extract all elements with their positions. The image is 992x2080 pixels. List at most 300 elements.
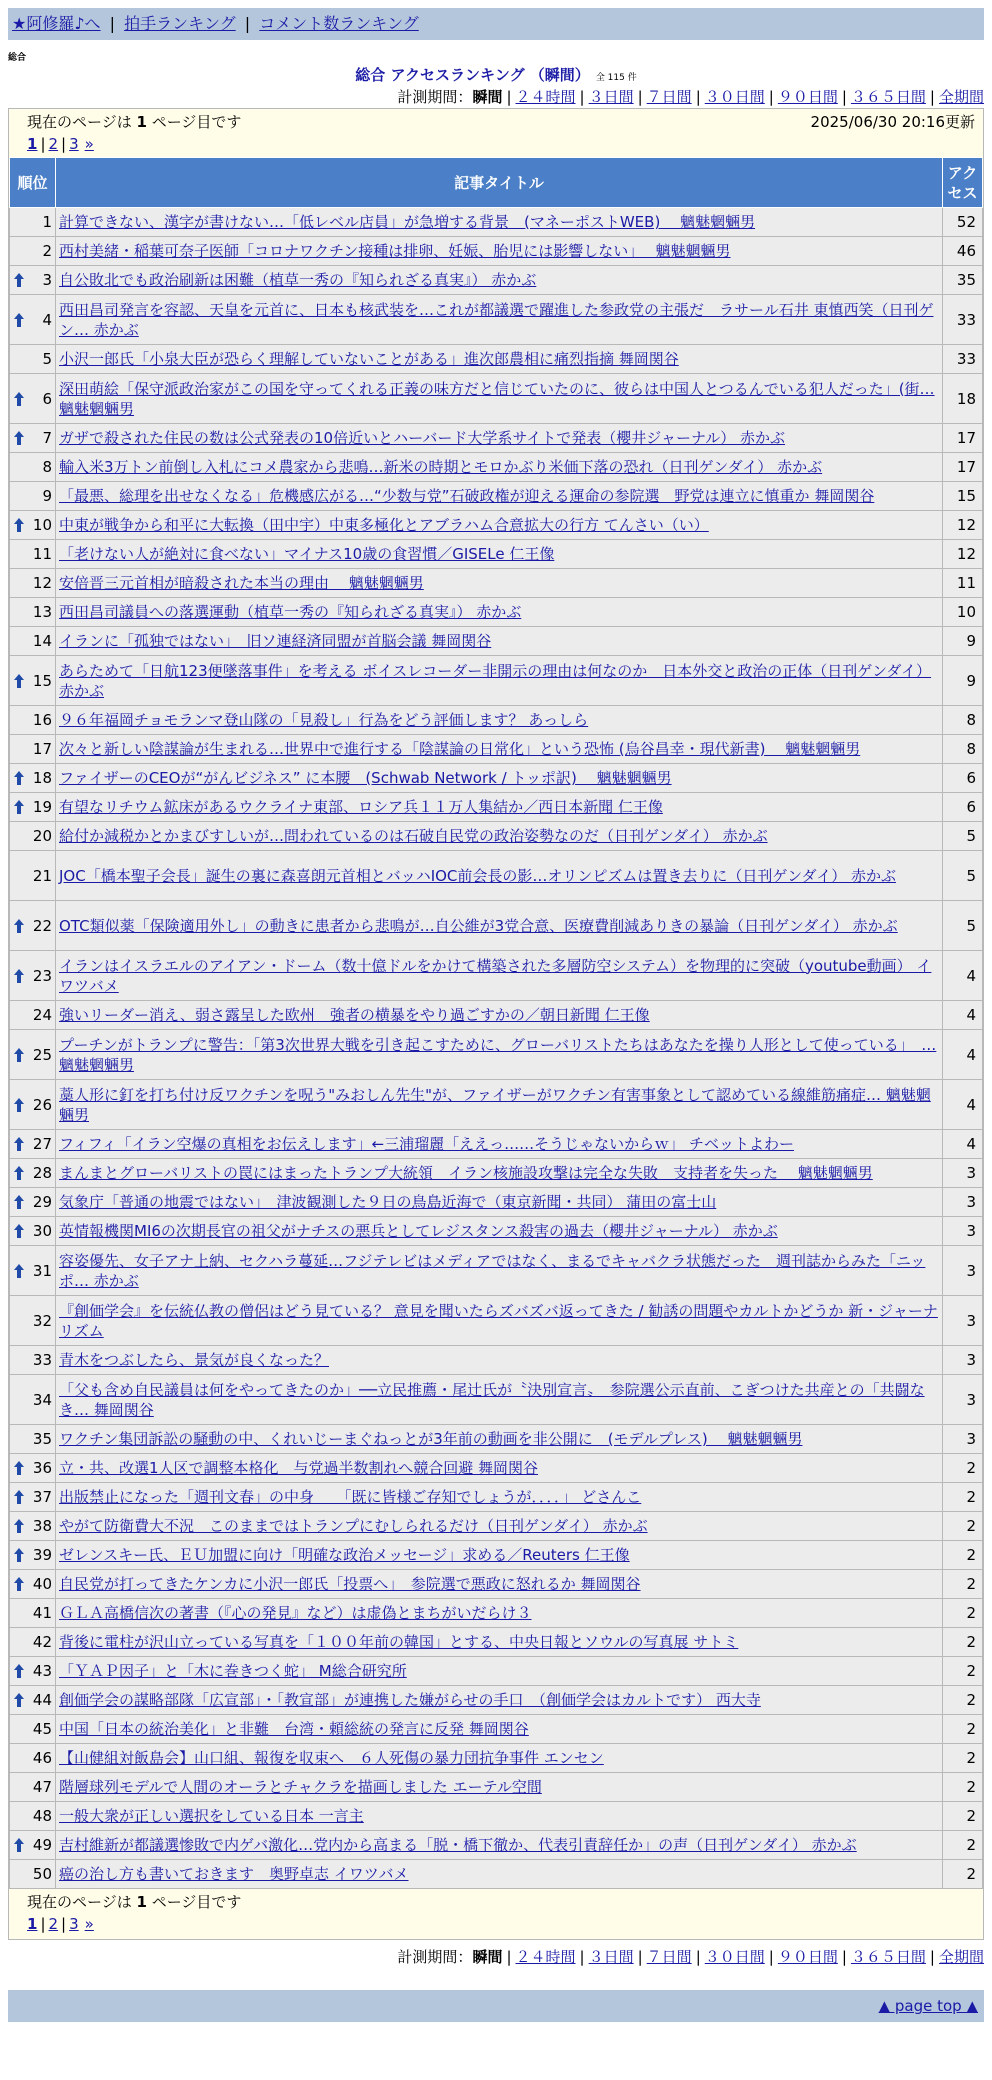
rank-cell [10,1425,56,1454]
title-cell [56,1454,943,1483]
nav-separator: | [244,14,251,33]
title-cell [56,706,943,735]
title-cell [56,1246,943,1296]
access-count: 6 [943,764,983,793]
article-title-link[interactable]: 西村美緒・稲葉可奈子医師「コロナワクチン接種は排卵、妊娠、胎児には影響しない」 魑魅魍魎男 [59,242,731,260]
table-row [10,1425,983,1454]
ranking-table [9,157,983,1889]
article-title-link[interactable]: 階層球列モデルで人間のオーラとチャクラを描画しました エーテル空間 [59,1778,542,1796]
rank-number: 11 [32,545,52,563]
table-row [10,1217,983,1246]
access-count: 3 [943,1346,983,1375]
rank-cell [10,511,56,540]
rank-cell [10,1346,56,1375]
rank-number: 34 [32,1390,52,1409]
rank-cell [10,1483,56,1512]
title-cell [56,1030,943,1080]
table-row [10,208,983,237]
rank-number: 16 [32,711,52,729]
rank-cell [10,1831,56,1860]
period-separator: | [637,88,643,106]
pager-next-link[interactable]: » [84,1915,94,1933]
rank-number: 44 [32,1691,52,1709]
table-row [10,569,983,598]
table-row [10,1570,983,1599]
article-title-link[interactable]: 自公敗北でも政治刷新は困難（植草一秀の『知られざる真実』） 赤かぶ [59,271,537,289]
article-title-link[interactable]: 計算できない、漢字が書けない…「低レベル店員」が急増する背景 (マネーポストWEB) 魑魅魍魎男 [59,213,756,231]
title-cell [56,266,943,295]
period-separator: | [768,1948,774,1966]
access-count: 3 [943,1159,983,1188]
title-cell [56,1802,943,1831]
table-row [10,901,983,951]
period-link[interactable]: 全期間 [938,88,984,106]
rank-cell [10,295,56,345]
rank-up-arrow-icon [14,431,24,445]
comment-ranking-link[interactable]: コメント数ランキング [259,14,419,33]
rank-up-arrow-icon [14,392,24,406]
rank-number: 40 [32,1575,52,1593]
table-row [10,735,983,764]
total-count: 全 115 件 [595,73,637,83]
period-link[interactable]: ７日間 [646,1948,692,1966]
rank-number: 6 [42,389,52,408]
table-row [10,1744,983,1773]
rank-cell [10,1570,56,1599]
rank-number: 20 [32,827,52,845]
period-link[interactable]: ３０日間 [704,1948,765,1966]
title-cell [56,1217,943,1246]
rank-cell [10,1130,56,1159]
pager-separator: | [40,135,46,153]
article-title-link[interactable]: 容姿優先、女子アナ上納、セクハラ蔓延…フジテレビはメディアではなく、まるでキャバクラ状態だった 週刊誌からみた「ニッポ… 赤かぶ [59,1251,926,1290]
period-separator: | [506,88,512,106]
period-separator: | [579,1948,585,1966]
article-title-link[interactable]: OTC類似薬「保険適用外し」の動きに患者から悲鳴が…自公維が3党合意、医療費削減ありきの暴論（日刊ゲンダイ） 赤かぶ [59,916,898,935]
pager-page-link[interactable]: 3 [69,135,79,153]
access-count: 3 [943,1217,983,1246]
rank-cell [10,1512,56,1541]
title-cell [56,627,943,656]
rank-number: 18 [32,769,52,787]
table-row [10,764,983,793]
period-link[interactable]: 全期間 [938,1948,984,1966]
article-title-link[interactable]: 安倍晋三元首相が暗殺された本当の理由 魑魅魍魎男 [59,574,424,592]
title-cell [56,1860,943,1889]
rank-cell [10,598,56,627]
rank-number: 15 [32,671,52,690]
article-title-link[interactable]: 「最悪、総理を出せなくなる」危機感広がる…“少数与党”石破政権が迎える運命の参院選 野党は連立に慎重か 舞岡関谷 [59,487,875,505]
rank-number: 31 [32,1261,52,1280]
period-separator: | [695,1948,701,1966]
article-title-link[interactable]: 背後に電柱が沢山立っている写真を「１００年前の韓国」とする、中央日報とソウルの写真展 サトミ [59,1633,739,1651]
article-title-link[interactable]: 有望なリチウム鉱床があるウクライナ東部、ロシア兵１１万人集結か／西日本新聞 仁王像 [59,798,663,816]
pager-next-link[interactable]: » [84,135,94,153]
rank-number: 7 [42,429,52,447]
title-cell [56,569,943,598]
rank-cell [10,208,56,237]
article-title-link[interactable]: ワクチン集団訴訟の騒動の中、くれいじーまぐねっとが3年前の動画を非公開に (モデルプレス) 魑魅魍魎男 [59,1430,803,1448]
article-title-link[interactable]: ＧＬＡ高橋信次の著書（『心の発見』など）は虚偽とまちがいだらけ３ [59,1604,532,1622]
rank-number: 35 [32,1430,52,1448]
pager-page-link[interactable]: 2 [48,1915,59,1933]
title-cell [56,1599,943,1628]
title-cell [56,1831,943,1860]
rank-number: 38 [32,1517,52,1535]
title-cell [56,1541,943,1570]
period-link[interactable]: ３６５日間 [850,88,926,106]
title-cell [56,1296,943,1346]
table-row [10,1375,983,1425]
title-cell [56,1512,943,1541]
access-count: 2 [943,1860,983,1889]
period-separator: | [841,1948,847,1966]
title-cell [56,208,943,237]
table-row [10,374,983,424]
period-separator: | [695,88,701,106]
period-label: 計測期間： [397,88,473,106]
rank-number: 9 [42,487,52,505]
access-count: 15 [943,482,983,511]
access-count: 9 [943,627,983,656]
title-cell [56,453,943,482]
article-title-link[interactable]: 【山健組対飯島会】山口組、報復を収束へ ６人死傷の暴力団抗争事件 エンセン [59,1749,604,1767]
rank-up-arrow-icon [14,1137,24,1151]
table-row [10,482,983,511]
article-title-link[interactable]: イランに「孤独ではない」 旧ソ連経済同盟が首脳会議 舞岡関谷 [59,632,492,650]
rank-cell [10,1657,56,1686]
col-header-rank: 順位 [10,158,56,208]
access-count: 2 [943,1686,983,1715]
rank-cell [10,482,56,511]
access-count: 8 [943,706,983,735]
pager-page-link[interactable]: 3 [69,1915,79,1933]
access-count: 5 [943,901,983,951]
rank-number: 4 [42,310,52,329]
period-selector-top [0,86,992,108]
access-count: 3 [943,1246,983,1296]
rank-number: 43 [32,1662,52,1680]
article-title-link[interactable]: 中国「日本の統治美化」と非難 台湾・頼総統の発言に反発 舞岡関谷 [59,1720,529,1738]
rank-up-arrow-icon [14,1461,24,1475]
title-cell [56,1628,943,1657]
rank-cell [10,540,56,569]
genre-label: 総合 [8,53,27,63]
period-link[interactable]: ７日間 [646,88,692,106]
rank-up-arrow-icon [14,1264,24,1278]
rank-number: 19 [32,798,52,816]
article-title-link[interactable]: 西田昌司議員への落選運動（植草一秀の『知られざる真実』） 赤かぶ [59,603,522,621]
rank-cell [10,735,56,764]
rank-number: 10 [32,516,52,534]
article-title-link[interactable]: まんまとグローバリストの罠にはまったトランプ大統領 イラン核施設攻撃は完全な失敗 支持者を失った 魑魅魍魎男 [59,1164,873,1182]
table-row [10,345,983,374]
rank-up-arrow-icon [14,1048,24,1062]
period-link[interactable]: ２４時間 [515,1948,576,1966]
rank-number: 45 [32,1720,52,1738]
table-row [10,1599,983,1628]
article-title-link[interactable]: 藁人形に釘を打ち付け反ワクチンを呪う"みおしん先生"が、ファイザーがワクチン有害事象として認めている線維筋痛症… 魑魅魍魎男 [59,1085,931,1124]
access-count: 3 [943,1425,983,1454]
page-info-top [9,109,983,157]
access-count: 46 [943,237,983,266]
table-row [10,1628,983,1657]
access-count: 5 [943,851,983,901]
rank-cell [10,1188,56,1217]
article-title-link[interactable]: 強いリーダー消え、弱さ露呈した欧州 強者の横暴をやり過ごすかの／朝日新聞 仁王像 [59,1006,650,1024]
table-row [10,266,983,295]
rank-cell [10,1744,56,1773]
period-link[interactable]: ３日間 [588,88,634,106]
title-cell [56,735,943,764]
period-link[interactable]: ９０日間 [777,88,838,106]
article-title-link[interactable]: 一般大衆が正しい選択をしている日本 一言主 [59,1807,364,1825]
table-row [10,1296,983,1346]
rank-number: 33 [32,1351,52,1369]
rank-up-arrow-icon [14,1166,24,1180]
access-count: 6 [943,793,983,822]
title-cell [56,1346,943,1375]
access-count: 3 [943,1375,983,1425]
period-separator: | [579,88,585,106]
page-info-bottom [9,1889,983,1939]
rank-up-arrow-icon [14,273,24,287]
page-top-link[interactable]: ▲ page top ▲ [878,1997,978,2015]
rank-up-arrow-icon [14,518,24,532]
table-row [10,1483,983,1512]
title-cell [56,851,943,901]
article-title-link[interactable]: ファイザーのCEOが“がんビジネス” に本腰 (Schwab Network / トッポ訳) 魑魅魍魎男 [59,769,672,787]
rank-cell [10,1686,56,1715]
access-count: 17 [943,453,983,482]
rank-up-arrow-icon [14,1838,24,1852]
article-title-link[interactable]: 「老けない人が絶対に食べない」マイナス10歳の食習慣／GISELe 仁王像 [59,545,555,563]
rank-up-arrow-icon [14,674,24,688]
article-title-link[interactable]: イランはイスラエルのアイアン・ドーム（数十億ドルをかけて構築された多層防空システム）を物理的に突破（youtube動画） イワツバメ [59,956,932,995]
access-count: 4 [943,951,983,1001]
rank-up-arrow-icon [14,1098,24,1112]
title-cell [56,598,943,627]
current-page-text: 現在のページは 1 ページ目です [27,1893,242,1911]
table-row [10,1188,983,1217]
access-count: 17 [943,424,983,453]
article-title-link[interactable]: 「父も含め自民議員は何をやってきたのか」──立民推薦・尾辻氏が〝決別宣言〟 参院選公示直前、こぎつけた共産との「共闘なき… 舞岡関谷 [59,1380,925,1419]
period-link[interactable]: ３日間 [588,1948,634,1966]
article-title-link[interactable]: 吉村維新が都議選惨敗で内ゲバ激化…党内から高まる「脱・橋下徹か、代表引責辞任か」の声（日刊ゲンダイ） 赤かぶ [59,1836,857,1854]
rank-number: 23 [32,966,52,985]
table-row [10,1512,983,1541]
rank-cell [10,424,56,453]
access-count: 4 [943,1080,983,1130]
article-title-link[interactable]: 青木をつぶしたら、景気が良くなった？ [59,1351,330,1369]
access-count: 12 [943,511,983,540]
access-count: 2 [943,1454,983,1483]
access-count: 2 [943,1773,983,1802]
rank-number: 30 [32,1222,52,1240]
period-link[interactable]: ３６５日間 [850,1948,926,1966]
home-link[interactable]: ★阿修羅♪へ [12,14,101,33]
rank-number: 47 [32,1778,52,1796]
rank-number: 46 [32,1749,52,1767]
title-cell [56,1657,943,1686]
rank-up-arrow-icon [14,1548,24,1562]
table-row [10,1030,983,1080]
article-title-link[interactable]: 次々と新しい陰謀論が生まれる…世界中で進行する「陰謀論の日常化」という恐怖 (烏谷昌幸・現代新書) 魑魅魍魎男 [59,740,861,758]
top-nav-bar [8,8,984,40]
title-cell [56,374,943,424]
rank-up-arrow-icon [14,313,24,327]
rank-up-arrow-icon [14,919,24,933]
table-row [10,706,983,735]
article-title-link[interactable]: JOC「橋本聖子会長」誕生の裏に森喜朗元首相とバッハIOC前会長の影…オリンピズムは置き去りに（日刊ゲンダイ） 赤かぶ [59,866,896,885]
article-title-link[interactable]: 「ＹＡＰ因子」と「木に巻きつく蛇」 M総合研究所 [59,1662,407,1680]
access-count: 4 [943,1030,983,1080]
period-separator: | [929,1948,935,1966]
access-count: 2 [943,1744,983,1773]
rank-number: 32 [32,1311,52,1330]
article-title-link[interactable]: 癌の治し方も書いておきます 奥野卓志 イワツバメ [59,1865,409,1883]
article-title-link[interactable]: 輸入米3万トン前倒し入札にコメ農家から悲鳴…新米の時期とモロかぶり米価下落の恐れ（日刊ゲンダイ） 赤かぶ [59,458,823,476]
period-separator: | [637,1948,643,1966]
access-count: 10 [943,598,983,627]
rank-number: 14 [32,632,52,650]
rank-number: 22 [32,916,52,935]
rank-number: 29 [32,1193,52,1211]
article-title-link[interactable]: 『創価学会』を伝統仏教の僧侶はどう見ている？ 意見を聞いたらズバズバ返ってきた / 勧誘の問題やカルトかどうか 新・ジャーナリズム [59,1301,938,1340]
article-title-link[interactable]: 自民党が打ってきたケンカに小沢一郎氏「投票へ」 参院選で悪政に怒れるか 舞岡関谷 [59,1575,641,1593]
title-cell [56,1080,943,1130]
pager-separator: | [61,135,67,153]
table-row [10,822,983,851]
title-cell [56,1686,943,1715]
footer-bar [8,1990,984,2022]
article-title-link[interactable]: 創価学会の謀略部隊「広宣部」・「教宣部」が連携した嫌がらせの手口 （創価学会はカルトです） 西大寺 [59,1691,761,1709]
rank-number: 17 [32,740,52,758]
rank-number: 21 [32,866,52,885]
table-row [10,1686,983,1715]
rank-cell [10,453,56,482]
article-title-link[interactable]: 気象庁「普通の地震ではない」 津波観測した９日の鳥島近海で（東京新聞・共同） 蒲田の富士山 [59,1193,717,1211]
rank-cell [10,1296,56,1346]
article-title-link[interactable]: あらためて「日航123便墜落事件」を考える ボイスレコーダー非開示の理由は何なのか 日本外交と政治の正体（日刊ゲンダイ） 赤かぶ [59,661,932,700]
table-row [10,598,983,627]
rank-up-arrow-icon [14,1577,24,1591]
title-cell [56,511,943,540]
access-count: 2 [943,1512,983,1541]
current-page-text: 現在のページは 1 ページ目です [27,113,242,131]
table-row [10,1454,983,1483]
table-row [10,951,983,1001]
rank-cell [10,1541,56,1570]
period-current: 瞬間 [472,1948,503,1966]
table-row [10,851,983,901]
rank-number: 5 [42,350,52,368]
pager-current[interactable]: 1 [27,1915,38,1933]
article-title-link[interactable]: ９６年福岡チョモランマ登山隊の「見殺し」行為をどう評価します？ あっしら [59,711,589,729]
access-count: 18 [943,374,983,424]
access-count: 2 [943,1483,983,1512]
access-count: 8 [943,735,983,764]
article-title-link[interactable]: 立・共、改選1人区で調整本格化 与党過半数割れへ競合回避 舞岡関谷 [59,1459,539,1477]
rank-cell [10,901,56,951]
rank-cell [10,1773,56,1802]
rank-cell [10,951,56,1001]
title-cell [56,951,943,1001]
access-count: 2 [943,1831,983,1860]
article-title-link[interactable]: プーチンがトランプに警告：「第3次世界大戦を引き起こすために、グローバリストたちはあなたを操り人形として使っている」 … 魑魅魍魎男 [59,1035,937,1074]
article-title-link[interactable]: 小沢一郎氏「小泉大臣が恐らく理解していないことがある」進次郎農相に痛烈指摘 舞岡関谷 [59,350,679,368]
access-count: 3 [943,1296,983,1346]
article-title-link[interactable]: 給付か減税かとかまびすしいが…問われているのは石破自民党の政治姿勢なのだ（日刊ゲンダイ） 赤かぶ [59,827,768,845]
period-link[interactable]: ２４時間 [515,88,576,106]
access-count: 4 [943,1130,983,1159]
table-row [10,1860,983,1889]
rank-number: 24 [32,1006,52,1024]
rank-number: 12 [32,574,52,592]
article-title-link[interactable]: ゼレンスキー氏、ＥＵ加盟に向け「明確な政治メッセージ」求める／Reuters 仁王像 [59,1546,630,1564]
access-count: 2 [943,1715,983,1744]
table-row [10,1246,983,1296]
period-selector-bottom [0,1946,992,1968]
access-count: 2 [943,1802,983,1831]
article-title-link[interactable]: 深田萌絵「保守派政治家がこの国を守ってくれる正義の味方だと信じていたのに、彼らは中国人とつるんでいる犯人だった」(街… 魑魅魍魎男 [59,379,935,418]
access-count: 2 [943,1599,983,1628]
article-title-link[interactable]: フィフィ「イラン空爆の真相をお伝えします」←三浦瑠麗「ええっ……そうじゃないからｗ」 チベットよわー [59,1135,794,1153]
title-cell [56,1425,943,1454]
title-cell [56,237,943,266]
rank-number: 28 [32,1164,52,1182]
rank-cell [10,1860,56,1889]
article-title-link[interactable]: 英情報機関MI6の次期長官の祖父がナチスの悪兵としてレジスタンス殺害の過去（櫻井ジャーナル） 赤かぶ [59,1222,778,1240]
rank-cell [10,1001,56,1030]
article-title-link[interactable]: 出版禁止になった「週刊文春」の中身 「既に皆様ご存知でしょうが．．．．」 どさんこ [59,1488,642,1506]
article-title-link[interactable]: やがて防衛費大不況 このままではトランプにむしられるだけ（日刊ゲンダイ） 赤かぶ [59,1517,648,1535]
pager-current[interactable]: 1 [27,135,38,153]
table-row [10,1130,983,1159]
table-row [10,1080,983,1130]
title-cell [56,1159,943,1188]
period-current: 瞬間 [472,88,503,106]
article-title-link[interactable]: ガザで殺された住民の数は公式発表の10倍近いとハーバード大学系サイトで発表（櫻井ジャーナル） 赤かぶ [59,429,786,447]
title-cell [56,1715,943,1744]
article-title-link[interactable]: 西田昌司発言を容認、天皇を元首に、日本も核武装を…これが都議選で躍進した参政党の主張だ ラサール石井 東慎西笑（日刊ゲン… 赤かぶ [59,300,934,339]
article-title-link[interactable]: 中東が戦争から和平に大転換（田中宇）中東多極化とアブラハム合意拡大の行方 てんさい（い） [59,516,709,534]
rank-cell [10,374,56,424]
table-row [10,1715,983,1744]
rank-cell [10,1375,56,1425]
rank-cell [10,1217,56,1246]
title-cell [56,1188,943,1217]
access-count: 35 [943,266,983,295]
page-title-row [0,64,992,86]
table-row [10,656,983,706]
clap-ranking-link[interactable]: 拍手ランキング [124,14,236,33]
table-row [10,1541,983,1570]
pager-page-link[interactable]: 2 [48,135,59,153]
rank-number: 37 [32,1488,52,1506]
pager-separator: | [61,1915,67,1933]
title-cell [56,901,943,951]
rank-cell [10,237,56,266]
period-link[interactable]: ９０日間 [777,1948,838,1966]
rank-cell [10,1080,56,1130]
period-link[interactable]: ３０日間 [704,88,765,106]
rank-cell [10,266,56,295]
access-count: 2 [943,1570,983,1599]
title-cell [56,656,943,706]
rank-number: 26 [32,1095,52,1114]
access-count: 12 [943,540,983,569]
